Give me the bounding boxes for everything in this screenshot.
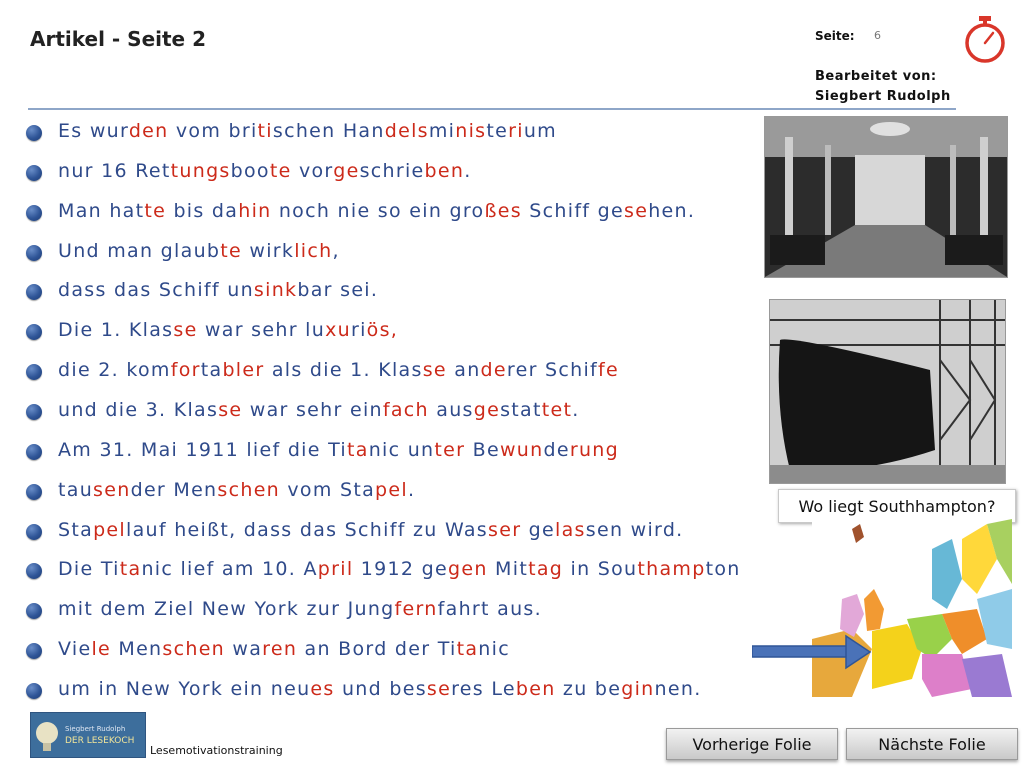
syllable-blue: wirk	[242, 239, 295, 262]
syllable-red: fach	[382, 398, 429, 421]
syllable-blue: mit dem Ziel New York zur Jung	[58, 598, 395, 621]
page-number: 6	[874, 29, 881, 42]
text-line	[26, 430, 619, 470]
header-divider	[28, 108, 956, 110]
bullet-icon	[26, 165, 42, 181]
syllable-red: wun	[499, 438, 544, 461]
bullet-icon	[26, 205, 42, 221]
syllable-red: ben	[424, 159, 465, 182]
line-text	[58, 240, 340, 262]
syllable-red: ös,	[366, 319, 399, 342]
text-line	[26, 589, 542, 629]
syllable-blue: Am 31. Mai 1911 lief die Ti	[58, 438, 347, 461]
syllable-red: ßes	[484, 199, 522, 222]
syllable-blue: wa	[225, 638, 263, 661]
syllable-blue: bis da	[166, 199, 239, 222]
line-text	[58, 200, 695, 222]
syllable-red: dels	[384, 120, 429, 142]
syllable-red: te	[220, 239, 243, 262]
syllable-red: ben	[515, 677, 556, 700]
syllable-red: te	[144, 199, 167, 222]
syllable-red: ser	[488, 518, 522, 541]
syllable-red: le	[91, 638, 112, 661]
syllable-blue: Die Ti	[58, 558, 120, 581]
syllable-red: ge	[473, 398, 501, 421]
syllable-blue: Vie	[58, 638, 92, 661]
syllable-blue: .	[572, 398, 580, 421]
syllable-blue: lauf heißt, dass das Schiff zu Was	[126, 518, 488, 541]
syllable-red: te	[269, 159, 292, 182]
syllable-red: for	[170, 359, 201, 382]
text-line	[26, 549, 741, 589]
text-line	[26, 669, 702, 709]
syllable-red: ri	[508, 120, 524, 142]
line-text	[58, 160, 472, 182]
line-text	[58, 638, 510, 660]
syllable-red: se	[624, 199, 649, 222]
syllable-blue: Mit	[487, 558, 529, 581]
syllable-blue: ta	[200, 359, 223, 382]
syllable-blue: mi	[428, 120, 456, 142]
syllable-blue: noch nie so ein gro	[271, 199, 485, 222]
syllable-blue: nic	[478, 638, 510, 661]
syllable-red: ge	[333, 159, 360, 182]
page-title: Artikel - Seite 2	[30, 27, 206, 51]
syllable-blue: um in New York ein neu	[58, 677, 311, 700]
previous-slide-button[interactable]: Vorherige Folie	[666, 728, 838, 760]
bullet-icon	[26, 284, 42, 300]
text-line	[26, 310, 398, 350]
syllable-blue: tau	[58, 478, 94, 501]
syllable-blue: 1912 ge	[353, 558, 449, 581]
text-line	[26, 151, 472, 191]
syllable-red: schen	[162, 638, 226, 661]
syllable-red: las	[555, 518, 586, 541]
bullet-icon	[26, 324, 42, 340]
syllable-red: sink	[253, 279, 298, 302]
bullet-icon	[26, 603, 42, 619]
syllable-blue: in Sou	[563, 558, 638, 581]
bullet-icon	[26, 563, 42, 579]
line-text	[58, 598, 542, 620]
syllable-blue: ton	[705, 558, 741, 581]
syllable-blue: vom Sta	[280, 478, 376, 501]
syllable-red: se	[173, 319, 198, 342]
logo-line1: Siegbert Rudolph	[65, 725, 126, 733]
syllable-blue: war sehr lu	[197, 319, 326, 342]
syllable-blue: vor	[291, 159, 334, 182]
europe-map	[812, 519, 1012, 697]
syllable-blue: als die 1. Klas	[264, 359, 423, 382]
syllable-red: ta	[456, 638, 479, 661]
syllable-blue: Sta	[58, 518, 94, 541]
bullet-icon	[26, 524, 42, 540]
syllable-blue: .	[464, 159, 472, 182]
bullet-icon	[26, 404, 42, 420]
syllable-blue: Men	[111, 638, 163, 661]
syllable-red: lich	[294, 239, 333, 262]
syllable-red: ren	[262, 638, 298, 661]
line-text	[58, 279, 378, 301]
syllable-blue: um	[523, 120, 557, 142]
text-line	[26, 111, 557, 151]
syllable-blue: Be	[465, 438, 500, 461]
syllable-blue: Die 1. Klas	[58, 319, 174, 342]
syllable-blue: der Men	[130, 478, 218, 501]
syllable-blue: te	[486, 120, 509, 142]
southampton-callout: Wo liegt Southhampton?	[778, 489, 1016, 523]
syllable-blue: Es wur	[58, 120, 129, 142]
syllable-red: ter	[434, 438, 466, 461]
bullet-icon	[26, 444, 42, 460]
syllable-blue: und die 3. Klas	[58, 398, 219, 421]
syllable-blue: nen.	[654, 677, 702, 700]
syllable-blue: an Bord der Ti	[297, 638, 457, 661]
syllable-blue: boo	[230, 159, 270, 182]
syllable-red: pel	[93, 518, 126, 541]
text-line	[26, 629, 510, 669]
syllable-red: se	[426, 677, 452, 700]
syllable-red: ta	[119, 558, 142, 581]
syllable-red: ta	[347, 438, 369, 461]
syllable-blue: und bes	[334, 677, 427, 700]
syllable-red: schen	[217, 478, 281, 501]
syllable-red: se	[218, 398, 243, 421]
bullet-icon	[26, 484, 42, 500]
text-line	[26, 470, 415, 510]
syllable-blue: .	[407, 478, 416, 501]
page-label: Seite:	[815, 29, 855, 43]
text-line	[26, 390, 580, 430]
syllable-blue: zu be	[555, 677, 622, 700]
bullet-icon	[26, 245, 42, 261]
syllable-red: nis	[455, 120, 487, 142]
syllable-blue: an	[446, 359, 481, 382]
syllable-red: den	[128, 120, 169, 142]
arrow-icon	[752, 634, 872, 670]
syllable-red: pel	[375, 478, 408, 501]
syllable-red: tet	[541, 398, 573, 421]
line-text	[58, 558, 741, 580]
editor-label: Bearbeitet von:	[815, 69, 937, 84]
line-text	[58, 678, 702, 700]
next-slide-button[interactable]: Nächste Folie	[846, 728, 1018, 760]
line-text	[58, 479, 415, 501]
syllable-blue: hen.	[648, 199, 696, 222]
syllable-red: pril	[317, 558, 354, 581]
syllable-red: se	[422, 359, 447, 382]
syllable-blue: ri	[350, 319, 367, 342]
syllable-red: gen	[448, 558, 488, 581]
syllable-red: ti	[257, 120, 273, 142]
syllable-red: bler	[222, 359, 265, 382]
syllable-blue: nur 16 Ret	[58, 159, 171, 182]
syllable-red: rung	[569, 438, 619, 461]
logo-line2: DER LESEKOCH	[65, 736, 135, 746]
syllable-red: tag	[528, 558, 564, 581]
syllable-blue: bar sei.	[297, 279, 379, 302]
bullet-icon	[26, 125, 42, 141]
editor-name: Siegbert Rudolph	[815, 89, 951, 104]
line-text	[58, 399, 580, 421]
text-line	[26, 510, 684, 550]
text-line	[26, 231, 340, 271]
line-text	[58, 439, 619, 461]
syllable-red: hin	[238, 199, 272, 222]
bullet-icon	[26, 364, 42, 380]
logo	[30, 712, 146, 758]
ship-interior-photo	[764, 116, 1008, 278]
line-text	[58, 319, 398, 341]
syllable-red: fe	[598, 359, 620, 382]
syllable-blue: die 2. kom	[58, 359, 171, 382]
syllable-blue: vom bri	[168, 120, 258, 142]
syllable-blue: dass das Schiff un	[58, 279, 254, 302]
syllable-red: thamp	[637, 558, 706, 581]
syllable-red: fern	[394, 598, 438, 621]
syllable-blue: ,	[332, 239, 340, 262]
syllable-blue: aus	[428, 398, 474, 421]
syllable-blue: schen Han	[272, 120, 385, 142]
ship-construction-photo	[769, 299, 1006, 484]
editor-info	[815, 67, 951, 107]
syllable-blue: fahrt aus.	[437, 598, 542, 621]
syllable-blue: rer Schif	[506, 359, 599, 382]
syllable-blue: nic lief am 10. A	[141, 558, 318, 581]
line-text	[58, 519, 684, 541]
syllable-blue: war sehr ein	[242, 398, 383, 421]
syllable-blue: sen wird.	[585, 518, 684, 541]
syllable-blue: ge	[521, 518, 556, 541]
text-line	[26, 270, 378, 310]
bullet-icon	[26, 643, 42, 659]
syllable-blue: nic un	[368, 438, 435, 461]
bullet-icon	[26, 683, 42, 699]
syllable-red: gin	[621, 677, 655, 700]
syllable-blue: Und man glaub	[58, 239, 221, 262]
syllable-blue: Man hat	[58, 199, 145, 222]
line-text	[58, 359, 619, 381]
stopwatch-icon[interactable]	[962, 15, 1008, 63]
syllable-blue: Schiff ge	[521, 199, 624, 222]
footer-caption: Lesemotivationstraining	[150, 744, 283, 757]
text-line	[26, 350, 619, 390]
syllable-red: xu	[325, 319, 351, 342]
line-text	[58, 120, 557, 142]
syllable-red: es	[310, 677, 335, 700]
syllable-blue: schrie	[359, 159, 425, 182]
syllable-blue: res Le	[451, 677, 516, 700]
syllable-red: de	[480, 359, 507, 382]
text-line	[26, 191, 695, 231]
syllable-blue: de	[543, 438, 570, 461]
syllable-red: sen	[93, 478, 131, 501]
syllable-blue: stat	[500, 398, 542, 421]
syllable-red: tungs	[170, 159, 231, 182]
